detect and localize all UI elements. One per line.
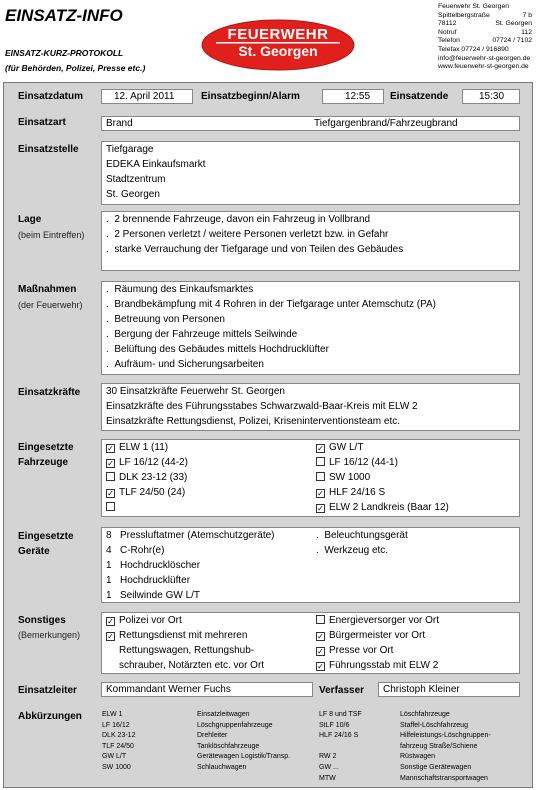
einsatzstelle-line: St. Georgen — [106, 189, 160, 200]
einsatzstelle-line: Stadtzentrum — [106, 174, 166, 185]
field-einsatzkraefte[interactable] — [101, 383, 520, 431]
abbr-entry: Sonstige Gerätewagen — [400, 763, 472, 771]
check-item-label: GW L/T — [329, 442, 364, 453]
massnahme-item: . Aufräum- und Sicherungsarbeiten — [106, 359, 264, 370]
logo-text-feuerwehr: FEUERWEHR — [227, 26, 329, 43]
field-einsatzstelle[interactable] — [101, 141, 520, 205]
abbr-entry: GW ... — [319, 763, 339, 771]
contact-row: Feuerwehr St. Georgen — [438, 3, 510, 10]
check-item — [106, 615, 182, 626]
abbr-col-meaning-1 — [197, 710, 290, 774]
abbr-entry: GW L/T — [102, 753, 127, 761]
geraet-item — [106, 545, 164, 556]
check-item-label: Rettungsdienst mit mehreren — [119, 630, 248, 641]
checkbox-checked[interactable]: ✓ — [317, 647, 324, 656]
abbr-entry: Löschfahrzeuge — [400, 711, 450, 718]
label-ende: Einsatzende — [390, 91, 449, 102]
massnahme-item: . Betreuung von Personen — [106, 314, 225, 325]
label-geraete: Eingesetzte — [18, 531, 74, 542]
geraet-label: Pressluftatmer (Atemschutzgeräte) — [120, 530, 275, 541]
abbr-entry: MTW — [319, 774, 336, 782]
check-item-label: LF 16/12 (44-1) — [329, 457, 398, 468]
contact-website[interactable]: www.feuerwehr-st-georgen.de — [438, 63, 529, 71]
logo-text-town: St. Georgen — [238, 43, 318, 59]
check-item-label: Bürgermeister vor Ort — [329, 630, 426, 641]
check-item — [106, 660, 264, 671]
massnahme-item: . Bergung der Fahrzeuge mittels Seilwinde — [106, 329, 298, 340]
contact-email[interactable]: info@feuerwehr-st-georgen.de — [438, 54, 531, 62]
checkbox-checked[interactable]: ✓ — [107, 444, 114, 453]
geraet-item: . Beleuchtungsgerät — [316, 530, 408, 541]
geraet-qty: 1 — [106, 590, 112, 601]
contact-block — [438, 3, 532, 72]
einsatzkraefte-line: 30 Einsatzkräfte Feuerwehr St. Georgen — [106, 386, 285, 397]
abbr-entry: SW 1000 — [102, 763, 131, 771]
label-abkuerzungen: Abkürzungen — [18, 711, 82, 722]
check-item-label: Polizei vor Ort — [119, 615, 182, 626]
label-beginn: Einsatzbeginn/Alarm — [201, 91, 300, 102]
einsatzkraefte-line: Einsatzkräfte des Führungsstabes Schwarzwald-Baar-Kreis mit ELW 2 — [106, 401, 418, 412]
geraet-label: Seilwinde GW L/T — [120, 590, 201, 601]
label-fahrzeuge: Eingesetzte — [18, 442, 74, 453]
checkbox-unchecked[interactable] — [106, 472, 115, 481]
geraet-qty: 4 — [106, 545, 112, 556]
geraet-qty: 8 — [106, 530, 112, 541]
einsatzkraefte-line: Einsatzkräfte Rettungsdienst, Polizei, Kriseninterventionsteam etc. — [106, 416, 401, 427]
label-sonstiges: Sonstiges — [18, 615, 66, 626]
label-fahrzeuge-2: Fahrzeuge — [18, 457, 69, 468]
check-item-label: schrauber, Notärzten etc. vor Ort — [119, 660, 265, 671]
lage-item: . 2 brennende Fahrzeuge, davon ein Fahrzeug in Vollbrand — [106, 214, 371, 225]
label-lage: Lage — [18, 214, 42, 225]
check-item — [106, 645, 254, 656]
abbr-entry: Rüstwagen — [400, 753, 436, 761]
field-verfasser[interactable]: Christoph Kleiner — [378, 682, 520, 697]
abbr-col-codes-2 — [319, 710, 362, 784]
check-item — [316, 442, 363, 453]
checkbox-checked[interactable]: ✓ — [317, 632, 324, 641]
label-einsatzkraefte: Einsatzkräfte — [18, 387, 81, 398]
fire-brigade-logo — [200, 18, 356, 72]
abbr-entry: TLF 24/50 — [102, 742, 134, 750]
abbr-entry: RW 2 — [319, 753, 337, 761]
checkbox-checked[interactable]: ✓ — [107, 617, 114, 626]
geraet-item — [106, 590, 200, 601]
page-subtitle-audience: (für Behörden, Polizei, Presse etc.) — [5, 63, 146, 73]
label-einsatzart: Einsatzart — [18, 117, 66, 128]
checkbox-checked[interactable]: ✓ — [317, 662, 324, 671]
check-item — [106, 630, 247, 641]
geraet-item: . Werkzeug etc. — [316, 545, 389, 556]
abbr-entry: fahrzeug Straße/Schiene — [400, 742, 478, 750]
geraet-label: Hochdrucklüfter — [120, 575, 191, 586]
checkbox-unchecked[interactable] — [316, 615, 325, 624]
geraet-qty: 1 — [106, 560, 112, 571]
label-geraete-2: Geräte — [18, 546, 50, 557]
check-item — [316, 660, 438, 671]
abbr-entry: StLF 10/6 — [319, 721, 350, 729]
contact-row: Telefax 07724 / 916890 — [438, 45, 509, 53]
page-title: EINSATZ-INFO — [5, 6, 123, 25]
checkbox-checked[interactable]: ✓ — [317, 504, 324, 513]
check-item — [106, 487, 185, 498]
report-form — [3, 82, 533, 788]
contact-row: Telefon 07724 / 7102 — [438, 37, 532, 45]
check-item — [316, 630, 425, 641]
checkbox-unchecked[interactable] — [316, 457, 325, 466]
check-item-label: Presse vor Ort — [329, 645, 394, 656]
abbr-entry: LF 16/12 — [102, 721, 130, 729]
checkbox-checked[interactable]: ✓ — [317, 489, 324, 498]
lage-item: . 2 Personen verletzt / weitere Personen verletzt bzw. in Gefahr — [106, 229, 389, 240]
abbr-entry: DLK 23-12 — [102, 732, 136, 740]
lage-item: . starke Verrauchung der Tiefgarage und von Teilen des Gebäudes — [106, 244, 404, 255]
check-item-label: SW 1000 — [329, 472, 371, 483]
check-item-label: TLF 24/50 (24) — [119, 487, 186, 498]
check-item-label: ELW 1 (11) — [119, 442, 169, 453]
checkbox-checked[interactable]: ✓ — [107, 459, 114, 468]
check-item-label: Rettungswagen, Rettungshub- — [119, 645, 255, 656]
contact-row: 78112 St. Georgen — [438, 20, 532, 28]
check-item-label: DLK 23-12 (33) — [119, 472, 188, 483]
abbr-entry: Schlauchwagen — [197, 763, 247, 771]
geraet-item — [106, 575, 190, 586]
check-item — [316, 472, 370, 483]
massnahme-item: . Belüftung des Gebäudes mittels Hochdrucklüfter — [106, 344, 329, 355]
check-item — [316, 487, 385, 498]
geraet-qty: 1 — [106, 575, 112, 586]
einsatzart-detail: Tiefgargenbrand/Fahrzeugbrand — [314, 118, 458, 129]
check-item — [316, 457, 398, 468]
label-einsatzleiter: Einsatzleiter — [18, 685, 77, 696]
check-item-label: Führungsstab mit ELW 2 — [329, 660, 439, 671]
abbr-entry: Löschgruppenfahrzeuge — [197, 721, 273, 729]
geraet-label: C-Rohr(e) — [120, 545, 165, 556]
checkbox-checked[interactable]: ✓ — [107, 489, 114, 498]
check-item — [316, 645, 393, 656]
contact-row: Notruf 112 — [438, 28, 532, 36]
check-item — [106, 442, 168, 453]
field-sonstiges — [101, 612, 520, 674]
field-einsatzart[interactable] — [101, 116, 520, 131]
contact-row: Spittelbergstraße 7 b — [438, 11, 532, 19]
abbr-col-meaning-2 — [400, 710, 491, 784]
abbr-entry: Mannschaftstransportwagen — [400, 774, 488, 782]
abbr-entry: Drehleiter — [197, 732, 228, 740]
field-beginn[interactable]: 12:55 — [322, 89, 384, 104]
check-item — [106, 472, 187, 483]
geraet-item — [106, 530, 275, 541]
einsatzstelle-line: Tiefgarage — [106, 144, 154, 155]
abbr-entry: Gerätewagen Logistik/Transp. — [197, 753, 291, 761]
massnahme-item: . Brandbekämpfung mit 4 Rohren in der Tiefgarage unter Atemschutz (PA) — [106, 299, 436, 310]
abbr-entry: Einsatzleitwagen — [197, 711, 250, 718]
checkbox-unchecked[interactable] — [106, 502, 115, 511]
check-item — [106, 502, 119, 513]
label-massnahmen: Maßnahmen — [18, 284, 77, 295]
geraet-label: Hochdrucklöscher — [120, 560, 201, 571]
field-massnahmen[interactable] — [101, 281, 520, 375]
abbr-entry: LF 8 und TSF — [319, 711, 362, 718]
abbr-entry: HLF 24/16 S — [319, 732, 359, 740]
label-sonstiges-sub: (Bemerkungen) — [18, 630, 81, 640]
check-item-label: Energieversorger vor Ort — [329, 615, 440, 626]
field-geraete[interactable] — [101, 527, 520, 603]
checkbox-unchecked[interactable] — [316, 472, 325, 481]
abbr-entry: Hilfeleistungs-Löschgruppen- — [400, 732, 491, 740]
label-lage-sub: (beim Eintreffen) — [18, 230, 85, 240]
abbr-entry: ELW 1 — [102, 711, 123, 718]
field-ende[interactable]: 15:30 — [462, 89, 520, 104]
abbr-entry — [319, 742, 362, 753]
page-subtitle: EINSATZ-KURZ-PROTOKOLL — [5, 48, 124, 58]
field-lage[interactable] — [101, 211, 520, 271]
massnahme-item: . Räumung des Einkaufsmarktes — [106, 284, 254, 295]
geraet-item — [106, 560, 200, 571]
check-item-label: ELW 2 Landkreis (Baar 12) — [329, 502, 449, 513]
field-fahrzeuge — [101, 439, 520, 517]
field-datum[interactable]: 12. April 2011 — [101, 89, 193, 104]
einsatzart-value: Brand — [106, 118, 133, 129]
geraet-label: Beleuchtungsgerät — [324, 530, 408, 541]
check-item — [106, 457, 188, 468]
label-verfasser: Verfasser — [319, 685, 365, 696]
abbr-col-codes-1 — [102, 710, 135, 774]
checkbox-checked[interactable]: ✓ — [317, 444, 324, 453]
check-item-label: HLF 24/16 S — [329, 487, 386, 498]
check-item — [316, 615, 439, 626]
label-massnahmen-sub: (der Feuerwehr) — [18, 300, 83, 310]
einsatzstelle-line: EDEKA Einkaufsmarkt — [106, 159, 206, 170]
header — [0, 0, 536, 80]
check-item — [316, 502, 449, 513]
field-einsatzleiter[interactable]: Kommandant Werner Fuchs — [101, 682, 313, 697]
label-datum: Einsatzdatum — [18, 91, 84, 102]
geraet-label: Werkzeug etc. — [324, 545, 389, 556]
check-item-label: LF 16/12 (44-2) — [119, 457, 188, 468]
abbr-entry: Staffel-Löschfahrzeug — [400, 721, 468, 729]
label-einsatzstelle: Einsatzstelle — [18, 144, 79, 155]
checkbox-checked[interactable]: ✓ — [107, 632, 114, 641]
abbr-entry: Tanklöschfahrzeuge — [197, 742, 260, 750]
